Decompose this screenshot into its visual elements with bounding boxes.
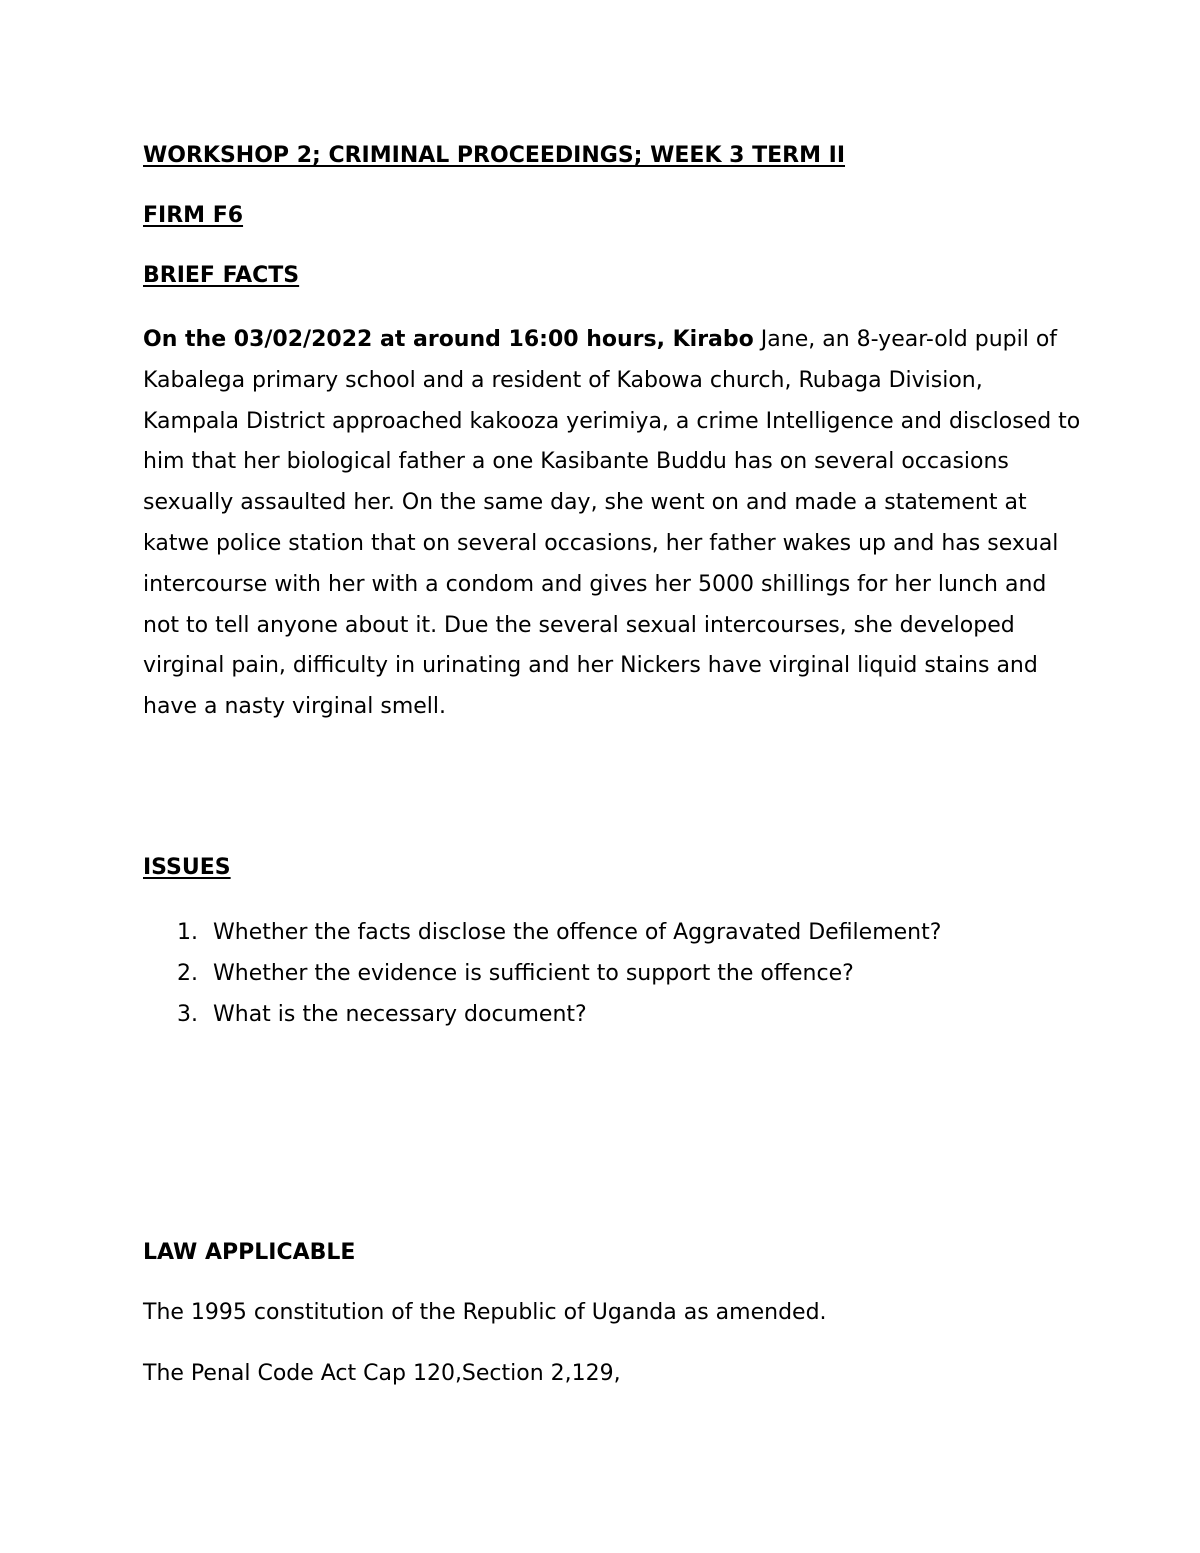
list-item (143, 912, 941, 953)
law-item: The 1995 constitution of the Republic of Uganda as amended. (143, 1300, 827, 1325)
list-item-text: Whether the facts disclose the offence of Aggravated Defilement? (213, 920, 942, 945)
firm-heading: FIRM F6 (143, 203, 244, 228)
issues-list (143, 912, 941, 1035)
list-item (143, 994, 941, 1035)
list-item-number: 1. (177, 920, 198, 945)
list-item-text: Whether the evidence is sufficient to support the offence? (213, 961, 854, 986)
law-item: The Penal Code Act Cap 120,Section 2,129, (143, 1361, 621, 1386)
facts-body-text: Jane, an 8-year-old pupil of Kabalega primary school and a resident of Kabowa church, Rubaga Division, Kampala District approached kakooza yerimiya, a crime Intelligence and disclosed to him that her biological father a one Kasibante Buddu has on several occasions sexually assaulted her. On the same day, she went on and made a statement at katwe police station that on several occasions, her father wakes up and has sexual intercourse with her with a condom and gives her 5000 shillings for her lunch and not to tell anyone about it. Due the several sexual intercourses, she developed virginal pain, difficulty in urinating and her Nickers have virginal liquid stains and have a nasty virginal smell. (143, 327, 1081, 720)
list-item-text: What is the necessary document? (213, 1002, 587, 1027)
list-item (143, 953, 941, 994)
list-item-number: 2. (177, 961, 198, 986)
law-applicable-heading: LAW APPLICABLE (143, 1240, 356, 1265)
document-title: WORKSHOP 2; CRIMINAL PROCEEDINGS; WEEK 3 TERM II (143, 143, 846, 168)
brief-facts-paragraph (143, 320, 1083, 728)
issues-heading: ISSUES (143, 855, 231, 880)
brief-facts-heading: BRIEF FACTS (143, 263, 300, 288)
list-item-number: 3. (177, 1002, 198, 1027)
facts-lead-text: On the 03/02/2022 at around 16:00 hours, Kirabo (143, 327, 754, 352)
